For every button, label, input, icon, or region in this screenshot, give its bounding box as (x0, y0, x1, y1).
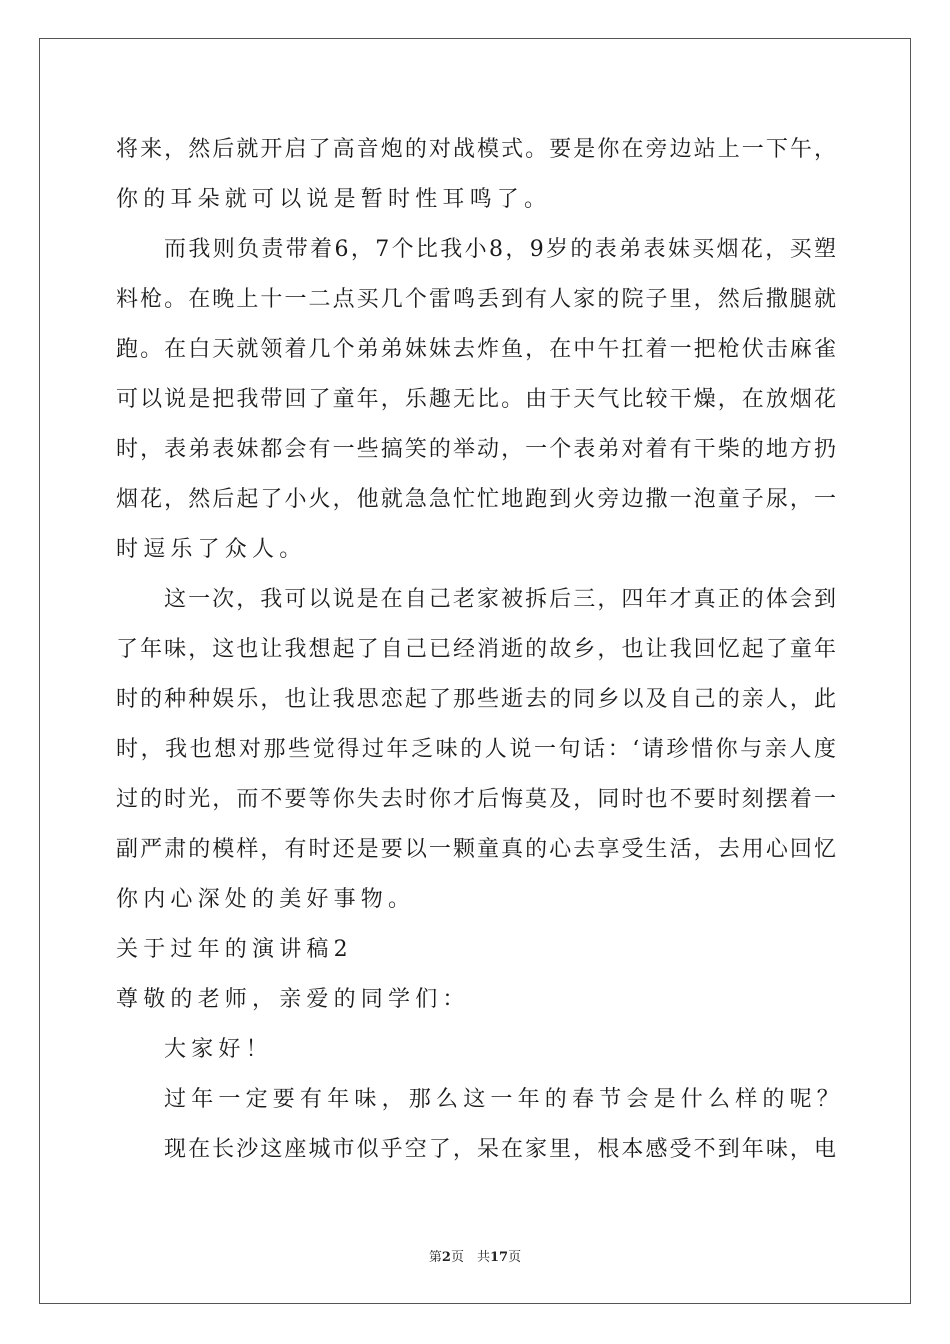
text-line: 将来，然后就开启了高音炮的对战模式。要是你在旁边站上一下午， (116, 137, 836, 162)
section-title: 关于过年的演讲稿2 (116, 937, 353, 962)
salutation: 尊敬的老师，亲爱的同学们： (116, 987, 470, 1012)
text-line: 了年味，这也让我想起了自己已经消逝的故乡，也让我回忆起了童年 (116, 637, 836, 662)
page-border (39, 38, 911, 1304)
page-footer (0, 1250, 950, 1266)
text-line: 料枪。在晚上十一二点买几个雷鸣丢到有人家的院子里，然后撒腿就 (116, 287, 836, 312)
text-line: 可以说是把我带回了童年，乐趣无比。由于天气比较干燥，在放烟花 (116, 387, 836, 412)
footer-page-number: 2 (441, 1250, 451, 1265)
text-line: 时逗乐了众人。 (116, 537, 307, 562)
footer-suffix: 页 (508, 1250, 522, 1265)
text-line: 你的耳朵就可以说是暂时性耳鸣了。 (116, 187, 552, 212)
footer-prefix: 第 (428, 1250, 442, 1265)
text-line: 你内心深处的美好事物。 (116, 887, 416, 912)
footer-total-pages: 17 (489, 1250, 509, 1265)
text-line: 烟花，然后起了小火，他就急急忙忙地跑到火旁边撒一泡童子尿，一 (116, 487, 836, 512)
text-line: 副严肃的模样，有时还是要以一颗童真的心去享受生活，去用心回忆 (116, 837, 836, 862)
text-line: 而我则负责带着6，7个比我小8，9岁的表弟表妹买烟花，买塑 (164, 237, 836, 262)
text-line: 跑。在白天就领着几个弟弟妹妹去炸鱼，在中午扛着一把枪伏击麻雀 (116, 337, 836, 362)
text-line: 时的种种娱乐，也让我思恋起了那些逝去的同乡以及自己的亲人，此 (116, 687, 836, 712)
text-line: 这一次，我可以说是在自己老家被拆后三，四年才真正的体会到 (164, 587, 836, 612)
text-line: 时，我也想对那些觉得过年乏味的人说一句话：‘请珍惜你与亲人度 (116, 737, 836, 762)
footer-mid: 页 共 (450, 1250, 490, 1265)
greeting: 大家好！ (164, 1037, 273, 1062)
text-line: 现在长沙这座城市似乎空了，呆在家里，根本感受不到年味，电 (164, 1137, 836, 1162)
text-line: 过年一定要有年味，那么这一年的春节会是什么样的呢？ (164, 1087, 845, 1112)
text-line: 过的时光，而不要等你失去时你才后悔莫及，同时也不要时刻摆着一 (116, 787, 836, 812)
text-line: 时，表弟表妹都会有一些搞笑的举动，一个表弟对着有干柴的地方扔 (116, 437, 836, 462)
